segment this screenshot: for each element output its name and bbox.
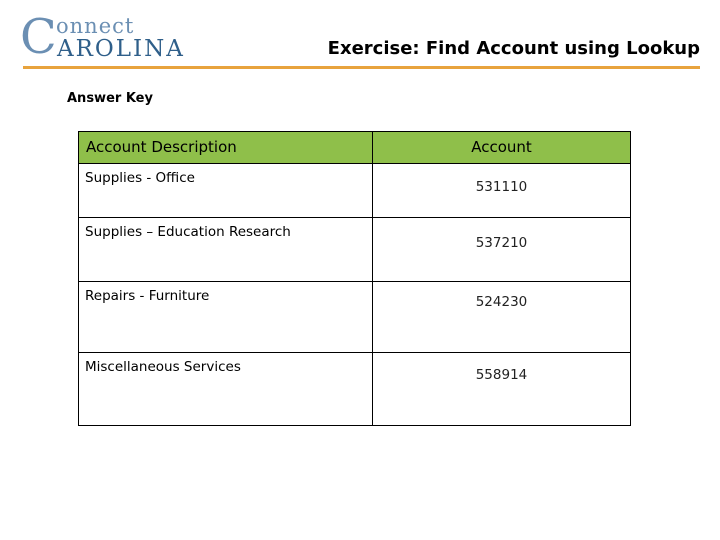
logo-letter-c: C [20,9,57,65]
page-title: Exercise: Find Account using Lookup [327,38,700,59]
answer-key-table [78,131,631,426]
answer-key-label: Answer Key [67,91,153,106]
header-divider [23,66,700,69]
connect-carolina-logo [20,9,220,65]
account-number-cell: 537210 [373,218,631,282]
column-header-account: Account [373,132,631,164]
account-description-cell: Miscellaneous Services [79,353,373,426]
column-header-description: Account Description [79,132,373,164]
table-row [79,218,631,282]
account-number-cell: 524230 [373,282,631,353]
account-description-cell: Supplies – Education Research [79,218,373,282]
table-row [79,164,631,218]
logo-bottom-text: AROLINA [57,36,185,62]
logo-top-text: onnect [56,14,135,38]
table-row [79,282,631,353]
account-description-cell: Supplies - Office [79,164,373,218]
account-number-cell: 558914 [373,353,631,426]
table-row [79,353,631,426]
account-number-cell: 531110 [373,164,631,218]
account-description-cell: Repairs - Furniture [79,282,373,353]
table-header-row [79,132,631,164]
